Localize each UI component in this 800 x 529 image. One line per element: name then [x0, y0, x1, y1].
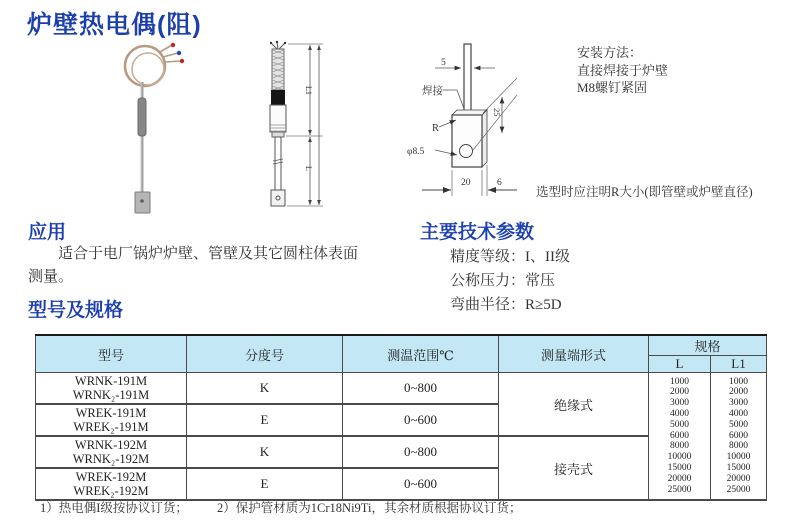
col-header-L1: L1: [711, 356, 767, 373]
outline-drawing: [248, 40, 333, 208]
model-cell: WRNK-192M WRNK₂-192M: [36, 436, 187, 468]
range-cell: 0~800: [343, 373, 499, 405]
stud-rod: [464, 44, 471, 115]
application-heading: 应用: [28, 222, 67, 243]
dim-label-6: 6: [497, 178, 502, 188]
footnote-part2: 2）保护管材质为1Cr18Ni9Ti，其余材质根据协议订货；: [217, 501, 522, 515]
dim-label-20: 20: [461, 178, 471, 188]
graduation-cell: E: [187, 404, 343, 436]
mounting-diagram: [405, 38, 580, 203]
col-header-tip-form: 测量端形式: [499, 335, 649, 373]
dim-label-25: 25: [492, 108, 502, 117]
graduation-cell: K: [187, 436, 343, 468]
col-header-graduation: 分度号: [187, 335, 343, 373]
mount-block: [452, 115, 482, 167]
col-header-range: 测温范围℃: [343, 335, 499, 373]
table-row: [36, 373, 767, 405]
application-text: 适合于电厂锅炉炉壁、管壁及其它圆柱体表面测量。: [28, 246, 359, 285]
spec-table: [35, 334, 767, 501]
length-L-cell: 1000 2000 3000 4000 5000 6000 8000 10000 15000 20000 25000: [649, 373, 711, 501]
specs-heading: 型号及规格: [28, 300, 124, 321]
tip-form-cell: 绝缘式: [499, 373, 649, 437]
model-cell: WREK-191M WREK₂-191M: [36, 404, 187, 436]
dim-label-L: L: [304, 166, 313, 171]
dim-label-L1: L1: [304, 86, 313, 95]
length-L1-cell: 1000 2000 3000 4000 5000 6000 8000 10000 15000 20000 25000: [711, 373, 767, 501]
r-label: R: [432, 123, 440, 134]
tip-form-cell: 接壳式: [499, 436, 649, 500]
parameters-heading: 主要技术参数: [420, 222, 535, 243]
footnote: [40, 498, 521, 516]
cable-boot: [271, 90, 285, 105]
page-title: 炉壁热电偶(阻): [27, 11, 202, 39]
phi-label: φ8.5: [407, 147, 425, 157]
graduation-cell: K: [187, 373, 343, 405]
model-cell: WREK-192M WREK₂-192M: [36, 468, 187, 500]
range-cell: 0~600: [343, 404, 499, 436]
model-cell: WRNK-191M WRNK₂-191M: [36, 373, 187, 405]
probe-sleeve: [138, 98, 146, 136]
weld-label: 焊接: [422, 86, 443, 97]
col-header-spec-group: 规格: [649, 335, 767, 356]
footnote-part1: 1）热电偶I级按协议订货；: [40, 501, 188, 515]
install-method: 安装方法： 直接焊接于炉壁 M8螺钉紧固: [577, 45, 669, 95]
col-header-model: 型号: [36, 335, 187, 373]
selection-note: 选型时应注明R大小(即管壁或炉壁直径): [536, 185, 753, 199]
braided-cable: [272, 49, 284, 90]
bolt-hole: [460, 145, 473, 158]
range-cell: 0~800: [343, 436, 499, 468]
graduation-cell: E: [187, 468, 343, 500]
dim-label-5: 5: [441, 58, 446, 68]
mount-block: [271, 190, 285, 206]
wire-terminal-blue: [177, 51, 181, 55]
parameters-list: 精度等级：I、II级 公称压力：常压 弯曲半径：R≥5D: [450, 249, 570, 313]
product-photo: [110, 40, 200, 215]
extension-lines: [286, 44, 323, 206]
range-cell: 0~600: [343, 468, 499, 500]
wire-terminal-red: [180, 59, 184, 63]
col-header-L: L: [649, 356, 711, 373]
wire-terminal-red: [171, 43, 175, 47]
